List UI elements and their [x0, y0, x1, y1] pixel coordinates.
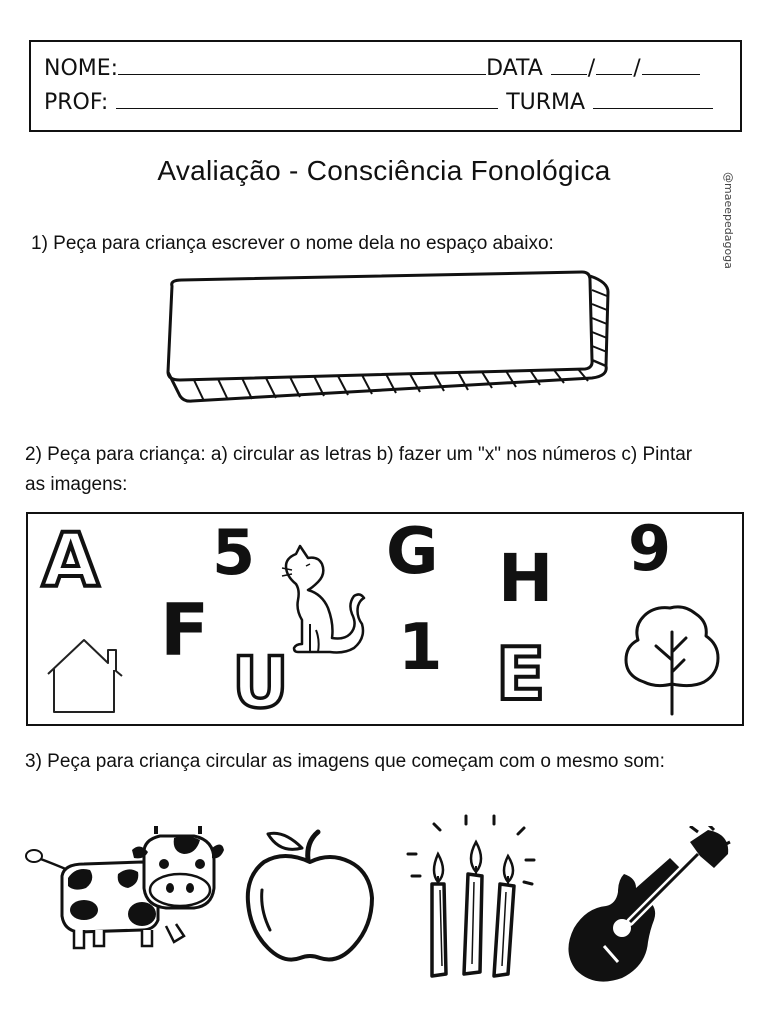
- class-field[interactable]: [593, 88, 713, 109]
- number-one[interactable]: 1: [398, 611, 443, 685]
- number-nine[interactable]: 9: [628, 512, 672, 585]
- candles-icon[interactable]: [404, 810, 546, 982]
- question-1: 1) Peça para criança escrever o nome dela no espaço abaixo:: [31, 233, 554, 254]
- date-day-field[interactable]: [551, 54, 587, 75]
- guitar-icon[interactable]: [566, 826, 734, 986]
- name-writing-board[interactable]: [160, 268, 615, 408]
- letters-numbers-images-box: [26, 512, 744, 726]
- teacher-label: PROF:: [44, 90, 109, 115]
- date-month-field[interactable]: [596, 54, 632, 75]
- question-3: 3) Peça para criança circular as imagens que começam com o mesmo som:: [25, 751, 665, 772]
- class-label: TURMA: [506, 90, 586, 115]
- tree-icon[interactable]: [622, 602, 722, 718]
- name-date-line: NOME: DATA / /: [44, 54, 728, 84]
- cat-icon[interactable]: [278, 544, 370, 656]
- apple-icon[interactable]: [242, 826, 378, 966]
- date-year-field[interactable]: [642, 54, 700, 75]
- number-five[interactable]: 5: [212, 516, 256, 589]
- letter-u[interactable]: U: [232, 642, 289, 724]
- date-label: DATA: [486, 56, 543, 81]
- letter-f[interactable]: F: [160, 588, 210, 672]
- watermark: @maeepedagoga: [722, 172, 735, 269]
- student-info-box: [29, 40, 742, 132]
- teacher-class-line: [44, 88, 728, 118]
- letter-e[interactable]: E: [496, 632, 546, 716]
- question-2: 2) Peça para criança: a) circular as letras b) fazer um "x" nos números c) Pintar as imagens:: [25, 444, 693, 495]
- page-title: Avaliação - Consciência Fonológica: [157, 155, 611, 186]
- letter-g[interactable]: G: [386, 515, 439, 589]
- teacher-field[interactable]: [116, 88, 498, 109]
- letter-h[interactable]: H: [498, 540, 554, 617]
- name-field[interactable]: [118, 54, 486, 75]
- letter-a[interactable]: A: [42, 518, 100, 604]
- name-label: NOME:: [44, 56, 119, 81]
- cow-icon[interactable]: [24, 826, 224, 956]
- house-icon[interactable]: [44, 636, 124, 716]
